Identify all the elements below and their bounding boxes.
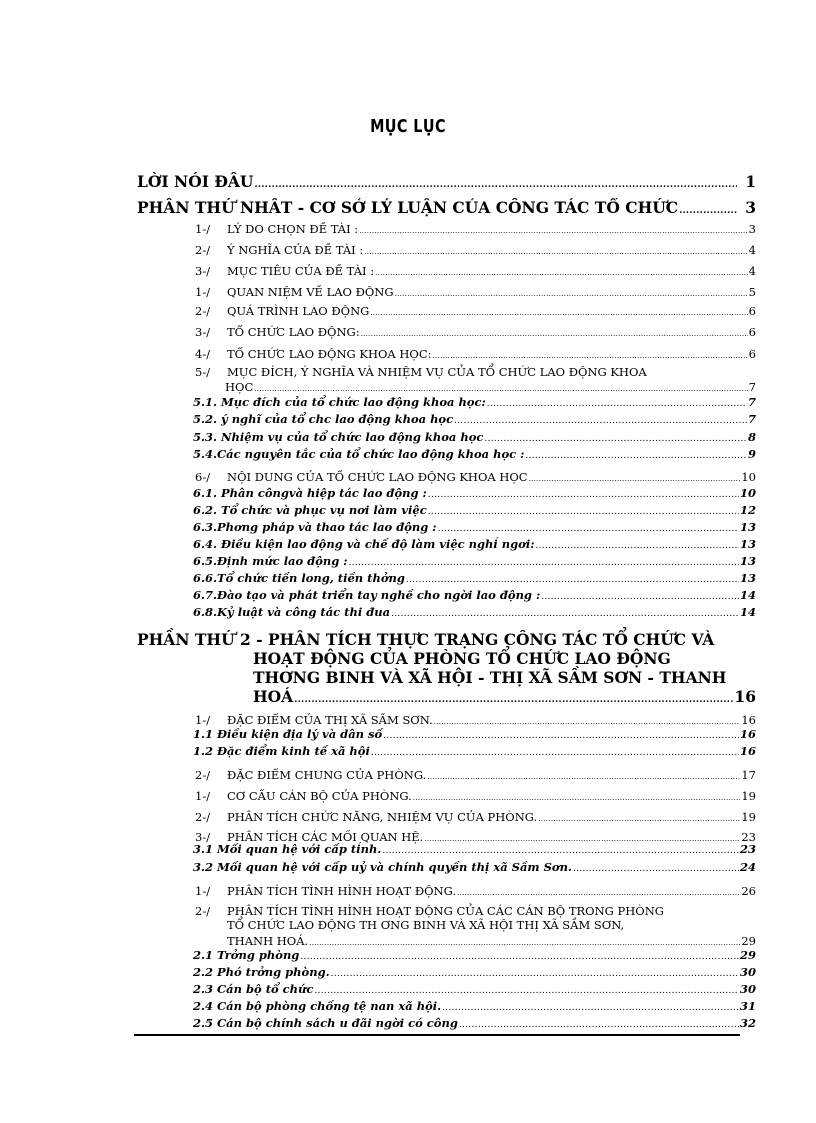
toc-entry[interactable]: 6.3.Phơng pháp và thao tác lao động : ..... 13 [193,520,756,534]
toc-entry[interactable]: LỜI NÓI ĐẦU ..... 1 [137,172,756,191]
toc-entry[interactable]: 1.1 Điều kiện địa lý và dân số ..... 16 [193,727,756,741]
toc-entry[interactable]: 6-/ NỘI DUNG CỦA TỔ CHỨC LAO ĐỘNG KHOA HỌC ..... 10 [195,470,756,484]
toc-entry[interactable]: 4-/ TỔ CHỨC LAO ĐỘNG KHOA HỌC: ..... 6 [195,347,756,361]
toc-entry[interactable]: 1-/ PHÂN TÍCH TÌNH HÌNH HOẠT ĐỘNG. ..... 26 [195,884,756,898]
toc-entry[interactable]: 2-/ PHÂN TÍCH CHỨC NĂNG, NHIỆM VỤ CỦA PHÒNG. ..... 19 [195,810,756,824]
toc-part-heading-line: THƠNG BINH VÀ XÃ HỘI - THỊ XÃ SẦM SƠN - THANH [253,668,727,687]
toc-entry[interactable]: 1-/ LÝ DO CHỌN ĐỀ TÀI : ..... 3 [195,222,756,236]
toc-entry[interactable]: 3.2 Mối quan hệ với cấp uỷ và chính quyền thị xã Sầm Sơn. ..... 24 [193,860,756,874]
toc-entry[interactable]: 2-/ Ý NGHĨA CỦA ĐỀ TÀI : ..... 4 [195,243,756,257]
toc-part-heading[interactable]: HOÁ ..... 16 [253,687,756,706]
toc-entry[interactable]: 2.3 Cán bộ tổ chức ..... 30 [193,982,756,996]
toc-entry[interactable]: 5.4.Các nguyên tắc của tổ chức lao động khoa học : ..... 9 [193,447,756,461]
toc-entry[interactable]: HỌC ..... 7 [225,380,756,394]
toc-entry[interactable]: 5.3. Nhiệm vụ của tổ chức lao động khoa học ..... 8 [193,430,756,444]
toc-entry[interactable]: 5.2. ý nghĩ của tổ chc lao động khoa học ..... 7 [193,412,756,426]
toc-entry[interactable]: 1.2 Đặc điểm kinh tế xã hội ..... 16 [193,744,756,758]
toc-entry[interactable]: 1-/ ĐẶC ĐIỂM CỦA THỊ XÃ SẦM SƠN. ..... 16 [195,713,756,727]
toc-entry-line: TỔ CHỨC LAO ĐỘNG TH ƠNG BINH VÀ XÃ HỘI THỊ XÃ SẦM SƠN, [227,918,625,932]
toc-entry-line: 5-/ MỤC ĐÍCH, Ý NGHĨA VÀ NHIỆM VỤ CỦA TỔ CHỨC LAO ĐỘNG KHOA [195,365,647,379]
toc-entry[interactable]: 2.1 Trởng phòng ..... 29 [193,948,756,962]
toc-entry[interactable]: 1-/ CƠ CẤU CÁN BỘ CỦA PHÒNG. ..... 19 [195,789,756,803]
toc-entry[interactable]: 5.1. Mục đích của tổ chức lao động khoa học: ..... 7 [193,395,756,409]
page-title: MỤC LỤC [370,116,446,137]
toc-entry[interactable]: THANH HOÁ. ..... 29 [227,934,756,948]
toc-part-heading-line: HOẠT ĐỘNG CỦA PHÒNG TỔ CHỨC LAO ĐỘNG [253,649,671,668]
toc-entry[interactable]: 6.1. Phân côngvà hiệp tác lao động : ..... 10 [193,486,756,500]
toc-entry-line: 2-/ PHÂN TÍCH TÌNH HÌNH HOẠT ĐỘNG CỦA CÁC CÁN BỘ TRONG PHÒNG [195,904,664,918]
bottom-rule [134,1034,740,1036]
toc-entry[interactable]: 1-/ QUAN NIỆM VỀ LAO ĐỘNG ..... 5 [195,285,756,299]
toc-entry[interactable]: 6.7.Đào tạo và phát triển tay nghề cho ngời lao động : ..... 14 [193,588,756,602]
toc-entry[interactable]: 3-/ TỔ CHỨC LAO ĐỘNG: ..... 6 [195,325,756,339]
toc-entry[interactable]: 2-/ QUÁ TRÌNH LAO ĐỘNG ..... 6 [195,304,756,318]
toc-entry[interactable]: 2.5 Cán bộ chính sách u đãi ngời có công ..... 32 [193,1016,756,1030]
toc-entry[interactable]: 6.2. Tổ chức và phục vụ nơi làm việc ..... 12 [193,503,756,517]
toc-entry[interactable]: 3.1 Mối quan hệ với cấp tỉnh. ..... 23 [193,842,756,856]
toc-part-heading[interactable]: PHẦN THỨ NHẤT - CƠ SỞ LÝ LUẬN CỦA CÔNG TÁC TỔ CHỨC ..... 3 [137,198,756,217]
toc-entry[interactable]: 6.8.Kỷ luật và công tác thi đua ..... 14 [193,605,756,619]
toc-entry[interactable]: 2.4 Cán bộ phòng chống tệ nan xã hội. ..... 31 [193,999,756,1013]
toc-entry[interactable]: 2-/ ĐẶC ĐIỂM CHUNG CỦA PHÒNG. ..... 17 [195,768,756,782]
toc-entry[interactable]: 6.6.Tổ chức tiền long, tiền thởng ..... 13 [193,571,756,585]
toc-entry[interactable]: 3-/ MỤC TIÊU CỦA ĐỀ TÀI : ..... 4 [195,264,756,278]
toc-entry[interactable]: 6.5.Định mức lao động : ..... 13 [193,554,756,568]
toc-entry[interactable]: 6.4. Điều kiện lao động và chế độ làm việc nghỉ ngơi: ..... 13 [193,537,756,551]
toc-entry[interactable]: 3-/ PHÂN TÍCH CÁC MỐI QUAN HỆ. ..... 23 [195,830,756,844]
toc-part-heading-line: PHẦN THỨ 2 - PHÂN TÍCH THỰC TRẠNG CÔNG TÁC TỔ CHỨC VÀ [137,630,715,649]
toc-entry[interactable]: 2.2 Phó trởng phòng. ..... 30 [193,965,756,979]
